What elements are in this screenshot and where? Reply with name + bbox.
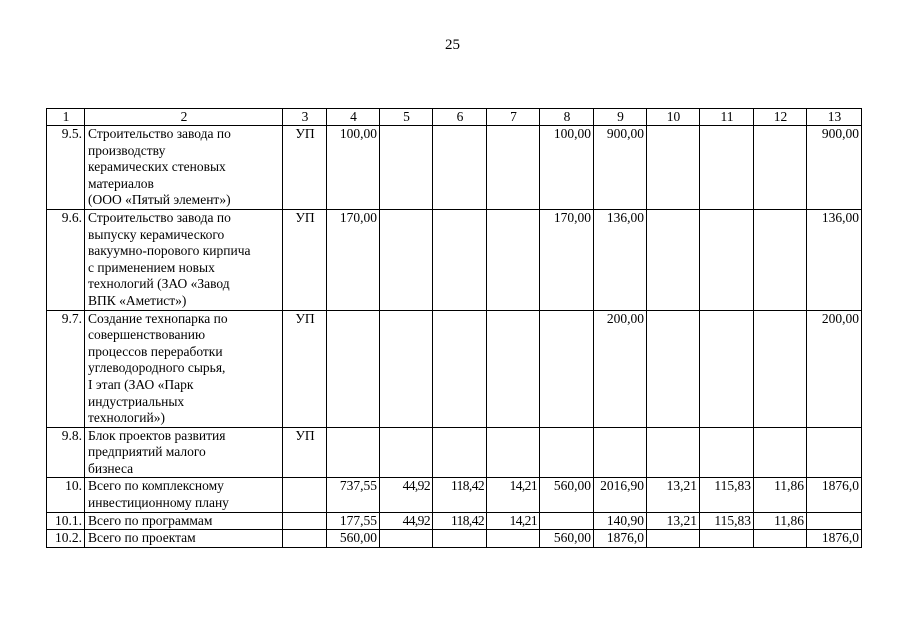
column-header-11: 11 xyxy=(700,109,754,126)
row-name-line: совершенствованию xyxy=(88,327,206,343)
column-header-13: 13 xyxy=(807,109,862,126)
row-number: 10.2. xyxy=(47,530,85,548)
row-name xyxy=(85,427,283,478)
row-name-line: материалов xyxy=(88,175,154,191)
table-row xyxy=(47,310,862,427)
value-cell-col-5 xyxy=(380,310,433,427)
value-cell-col-5 xyxy=(380,427,433,478)
column-header-10: 10 xyxy=(647,109,700,126)
value-cell-col-12 xyxy=(754,310,807,427)
value-cell-col-10 xyxy=(647,310,700,427)
row-name-line: Всего по программам xyxy=(88,512,213,528)
value-cell-col-11 xyxy=(700,427,754,478)
value-cell-col-7 xyxy=(487,209,540,310)
column-header-8: 8 xyxy=(540,109,594,126)
row-name-line: технологий») xyxy=(88,410,165,426)
row-name-line: индустриальных xyxy=(88,393,185,409)
value-cell-col-13: 1876,0 xyxy=(807,530,862,548)
row-name-line: технологий (ЗАО «Завод xyxy=(88,276,230,292)
value-cell-col-8: 560,00 xyxy=(540,530,594,548)
value-cell-col-10 xyxy=(647,209,700,310)
column-header-5: 5 xyxy=(380,109,433,126)
row-name-line: производству xyxy=(88,142,166,158)
value-cell-col-13: 1876,0 xyxy=(807,478,862,512)
value-cell-col-11: 115,83 xyxy=(700,512,754,530)
row-name-line: Блок проектов развития xyxy=(88,427,226,443)
row-name-line: углеводородного сырья, xyxy=(88,360,226,376)
value-cell-col-10 xyxy=(647,530,700,548)
value-cell-col-4: 170,00 xyxy=(327,209,380,310)
table-header-row xyxy=(47,109,862,126)
value-cell-col-9: 200,00 xyxy=(594,310,647,427)
row-type: УП xyxy=(283,310,327,427)
value-cell-col-13 xyxy=(807,427,862,478)
value-cell-col-11: 115,83 xyxy=(700,478,754,512)
value-cell-col-6: 118,42 xyxy=(433,512,487,530)
row-name xyxy=(85,478,283,512)
page-number: 25 xyxy=(445,37,460,53)
row-number: 9.7. xyxy=(47,310,85,427)
value-cell-col-7: 14,21 xyxy=(487,478,540,512)
row-type: УП xyxy=(283,209,327,310)
value-cell-col-8: 100,00 xyxy=(540,126,594,210)
value-cell-col-9: 900,00 xyxy=(594,126,647,210)
row-name-line: вакуумно-порового кирпича xyxy=(88,243,251,259)
value-cell-col-4 xyxy=(327,427,380,478)
value-cell-col-9: 2016,90 xyxy=(594,478,647,512)
value-cell-col-9: 136,00 xyxy=(594,209,647,310)
value-cell-col-10 xyxy=(647,427,700,478)
value-cell-col-10: 13,21 xyxy=(647,478,700,512)
value-cell-col-7 xyxy=(487,126,540,210)
column-header-2: 2 xyxy=(85,109,283,126)
value-cell-col-6 xyxy=(433,530,487,548)
row-name xyxy=(85,126,283,210)
value-cell-col-8 xyxy=(540,512,594,530)
value-cell-col-12: 11,86 xyxy=(754,478,807,512)
value-cell-col-6: 118,42 xyxy=(433,478,487,512)
value-cell-col-7: 14,21 xyxy=(487,512,540,530)
value-cell-col-8: 560,00 xyxy=(540,478,594,512)
row-name-line: процессов переработки xyxy=(88,343,223,359)
column-header-9: 9 xyxy=(594,109,647,126)
value-cell-col-10: 13,21 xyxy=(647,512,700,530)
row-name-line: выпуску керамического xyxy=(88,226,225,242)
row-name-line: I этап (ЗАО «Парк xyxy=(88,376,194,392)
value-cell-col-7 xyxy=(487,427,540,478)
row-name xyxy=(85,209,283,310)
value-cell-col-11 xyxy=(700,209,754,310)
table-row xyxy=(47,427,862,478)
value-cell-col-5: 44,92 xyxy=(380,512,433,530)
value-cell-col-9: 140,90 xyxy=(594,512,647,530)
row-name xyxy=(85,512,283,530)
value-cell-col-4: 737,55 xyxy=(327,478,380,512)
value-cell-col-6 xyxy=(433,427,487,478)
value-cell-col-8 xyxy=(540,310,594,427)
row-name-line: Создание технопарка по xyxy=(88,310,228,326)
row-type: УП xyxy=(283,126,327,210)
table-row xyxy=(47,478,862,512)
column-header-12: 12 xyxy=(754,109,807,126)
row-number: 9.8. xyxy=(47,427,85,478)
row-name-line: бизнеса xyxy=(88,460,134,476)
column-header-1: 1 xyxy=(47,109,85,126)
row-name-line: Строительство завода по xyxy=(88,209,231,225)
value-cell-col-4 xyxy=(327,310,380,427)
value-cell-col-6 xyxy=(433,126,487,210)
column-header-6: 6 xyxy=(433,109,487,126)
value-cell-col-13: 900,00 xyxy=(807,126,862,210)
value-cell-col-13: 136,00 xyxy=(807,209,862,310)
value-cell-col-11 xyxy=(700,310,754,427)
value-cell-col-6 xyxy=(433,310,487,427)
value-cell-col-7 xyxy=(487,310,540,427)
row-name-line: Строительство завода по xyxy=(88,126,231,141)
table-row xyxy=(47,512,862,530)
investment-plan-table xyxy=(46,108,862,548)
value-cell-col-9: 1876,0 xyxy=(594,530,647,548)
value-cell-col-5 xyxy=(380,530,433,548)
value-cell-col-5 xyxy=(380,126,433,210)
value-cell-col-12 xyxy=(754,209,807,310)
column-header-4: 4 xyxy=(327,109,380,126)
row-name-line: предприятий малого xyxy=(88,444,206,460)
row-number: 9.6. xyxy=(47,209,85,310)
value-cell-col-8: 170,00 xyxy=(540,209,594,310)
row-name-line: с применением новых xyxy=(88,259,215,275)
value-cell-col-5: 44,92 xyxy=(380,478,433,512)
row-name xyxy=(85,310,283,427)
row-name xyxy=(85,530,283,548)
value-cell-col-9 xyxy=(594,427,647,478)
row-name-line: инвестиционному плану xyxy=(88,495,229,511)
value-cell-col-12 xyxy=(754,530,807,548)
row-name-line: Всего по проектам xyxy=(88,530,196,546)
value-cell-col-12 xyxy=(754,126,807,210)
row-number: 10.1. xyxy=(47,512,85,530)
row-type xyxy=(283,530,327,548)
row-type xyxy=(283,512,327,530)
table-row xyxy=(47,530,862,548)
value-cell-col-13 xyxy=(807,512,862,530)
value-cell-col-4: 560,00 xyxy=(327,530,380,548)
value-cell-col-11 xyxy=(700,530,754,548)
value-cell-col-11 xyxy=(700,126,754,210)
value-cell-col-12 xyxy=(754,427,807,478)
value-cell-col-8 xyxy=(540,427,594,478)
row-name-line: керамических стеновых xyxy=(88,159,226,175)
value-cell-col-5 xyxy=(380,209,433,310)
value-cell-col-4: 177,55 xyxy=(327,512,380,530)
column-header-3: 3 xyxy=(283,109,327,126)
table-row xyxy=(47,209,862,310)
row-name-line: (ООО «Пятый элемент») xyxy=(88,192,231,208)
row-type: УП xyxy=(283,427,327,478)
value-cell-col-4: 100,00 xyxy=(327,126,380,210)
row-type xyxy=(283,478,327,512)
table-row xyxy=(47,126,862,210)
value-cell-col-13: 200,00 xyxy=(807,310,862,427)
value-cell-col-6 xyxy=(433,209,487,310)
row-name-line: ВПК «Аметист») xyxy=(88,292,187,308)
value-cell-col-12: 11,86 xyxy=(754,512,807,530)
row-name-line: Всего по комплексному xyxy=(88,478,224,494)
value-cell-col-10 xyxy=(647,126,700,210)
value-cell-col-7 xyxy=(487,530,540,548)
row-number: 9.5. xyxy=(47,126,85,210)
row-number: 10. xyxy=(47,478,85,512)
column-header-7: 7 xyxy=(487,109,540,126)
